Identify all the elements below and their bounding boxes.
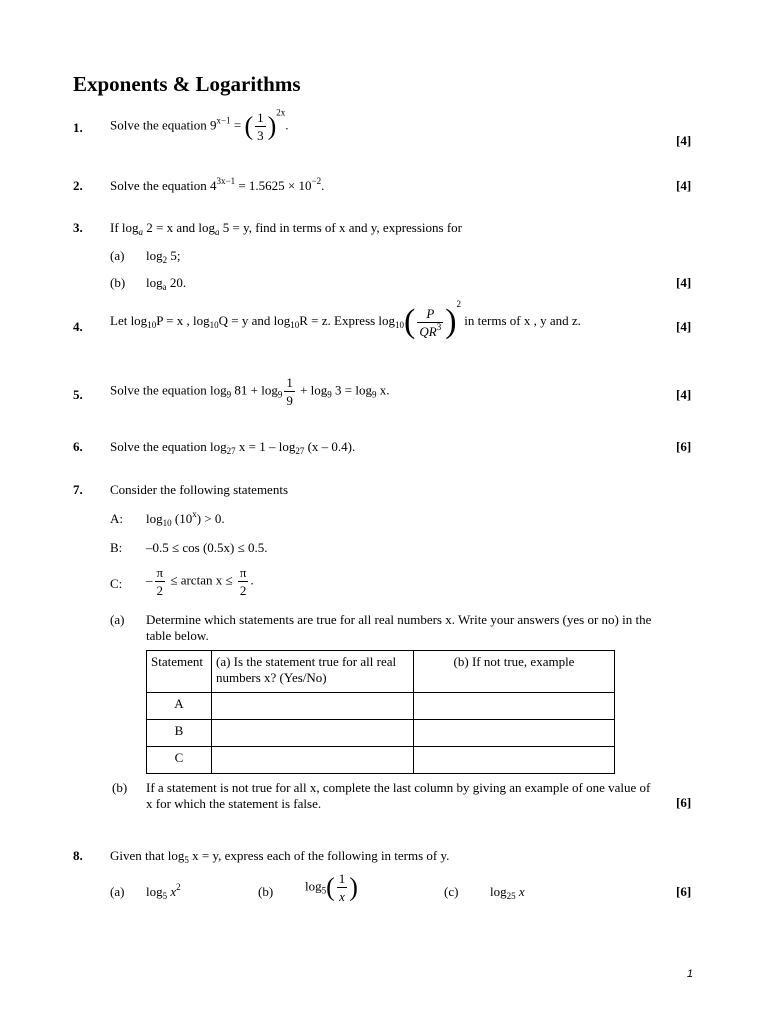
answer-table [146,650,615,774]
q3a-text: $\log_2 5$; [146,248,181,265]
q3b-text: $\log_a 20$. [146,275,187,292]
q4-text: Let $\log_{10}P = x$ , $\log_{10}Q = y$ and $\log_{10}R = z$. Express $\log_{10}$( $\frac{P}{QR^3}$ )$^2$ in terms of x , y and z. [110,299,581,341]
q6-number: 6. [73,439,83,454]
table-cell-example[interactable] [414,747,615,774]
q2-number: 2. [73,178,83,193]
q7-A-text: $\log_{10} (10^x) > 0$. [146,509,225,528]
table-row-label: C [147,747,212,774]
q6-text: Solve the equation $\log_{27} x = 1 - \log_{27} (x - 0.4)$. [110,439,356,456]
q6-marks: [6] [676,439,692,454]
q7-A-label: A: [110,511,123,526]
q7b-label: (b) [112,780,128,795]
q2-text: Solve the equation $4^{3x-1} = 1.5625 \times 10^{-2}$. [110,176,325,193]
q3-marks: [4] [676,275,692,290]
q1-marks: [4] [676,133,692,148]
q3-text: If $\log_a 2 = x$ and $\log_a 5 = y$, find in terms of x and y, expressions for [110,220,462,237]
q7a-label: (a) [110,612,125,627]
q5-text: Solve the equation $\log_9 81 + \log_9$ $\frac{1}{9}$ + $\log_9 3 = \log_9 x$. [110,375,390,408]
q4-marks: [4] [676,319,692,334]
table-row-label: B [147,720,212,747]
q7-number: 7. [73,482,83,497]
page-number: 1 [686,968,693,980]
q8c-text: $\log_{25} x$ [490,884,525,901]
table-cell-example[interactable] [414,720,615,747]
page-title: Exponents & Logarithms [73,72,301,96]
q7a-text: Determine which statements are true for all real numbers x. Write your answers (yes or no) in the table below. [146,612,652,643]
q4-number: 4. [73,319,83,334]
q1-number: 1. [73,120,83,135]
q8-text: Given that $\log_5 x = y$, express each of the following in terms of y. [110,848,450,865]
q8a-text: $\log_5 x^2$ [146,882,181,901]
table-cell-yesno[interactable] [212,720,414,747]
q5-marks: [4] [676,387,692,402]
q7-B-text: –0.5 ≤ cos (0.5x) ≤ 0.5. [146,540,268,555]
table-header-yesno: (a) Is the statement true for all real numbers x? (Yes/No) [212,651,414,693]
q7-C-label: C: [110,576,123,591]
q3b-label: (b) [110,275,126,290]
q7-intro: Consider the following statements [110,482,289,497]
q8b-text: $\log_5$( $\frac{1}{x}$ ) [305,871,358,904]
q2-marks: [4] [676,178,692,193]
q7-B-label: B: [110,540,123,555]
q8-number: 8. [73,848,83,863]
table-row-label: A [147,693,212,720]
q5-number: 5. [73,387,83,402]
table-cell-yesno[interactable] [212,693,414,720]
table-cell-example[interactable] [414,693,615,720]
q8b-label: (b) [258,884,274,899]
table-header-example: (b) If not true, example [414,651,615,693]
q3a-label: (a) [110,248,125,263]
q3-number: 3. [73,220,83,235]
q8c-label: (c) [444,884,459,899]
q8-marks: [6] [676,884,692,899]
q8a-label: (a) [110,884,125,899]
q7b-text: If a statement is not true for all x, complete the last column by giving an example of one value of x for which the statement is false. [146,780,651,811]
q7-marks: [6] [676,795,692,810]
q7-C-text: – $\frac{\pi}{2}$ ≤ arctan x ≤ $\frac{\pi}{2}$ . [146,565,254,598]
table-header-statement: Statement [147,651,212,693]
table-cell-yesno[interactable] [212,747,414,774]
q1-text: Solve the equation $9^{x-1}$ = ( $\frac{1}{3}$ )$^{2x}$. [110,107,289,143]
